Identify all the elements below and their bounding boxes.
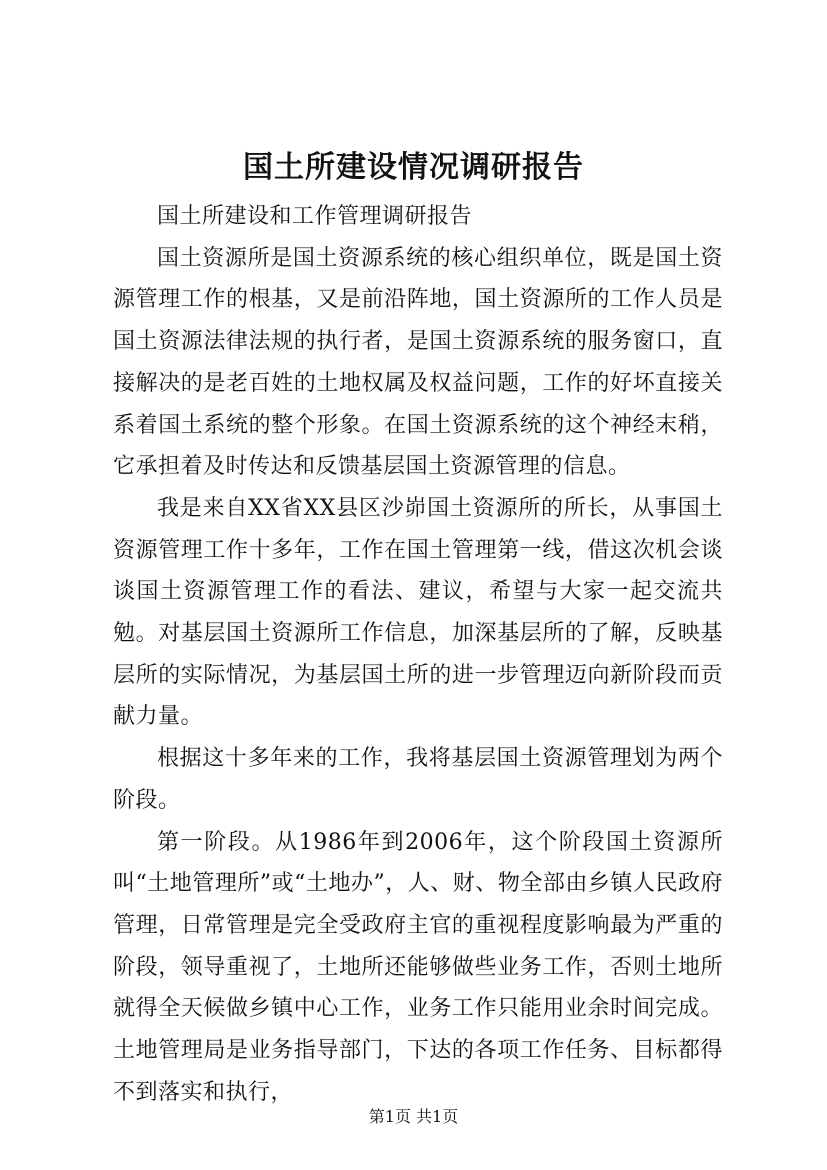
document-body (113, 196, 723, 1113)
body-paragraph: 第一阶段。从1986年到2006年，这个阶段国土资源所叫“土地管理所”或“土地办”，人、财、物全部由乡镇人民政府管理，日常管理是完全受政府主官的重视程度影响最为严重的阶段，领导重视了，土地所还能够做些业务工作，否则土地所就得全天候做乡镇中心工作，业务工作只能用业余时间完成。土地管理局是业务指导部门，下达的各项工作任务、目标都得不到落实和执行， (113, 829, 723, 1105)
body-paragraph: 我是来自XX省XX县区沙峁国土资源所的所长，从事国土资源管理工作十多年，工作在国土管理第一线，借这次机会谈谈国土资源管理工作的看法、建议，希望与大家一起交流共勉。对基层国土资源所工作信息，加深基层所的了解，反映基层所的实际情况，为基层国土所的进一步管理迈向新阶段而贡献力量。 (113, 495, 723, 730)
subtitle-paragraph: 国土所建设和工作管理调研报告 (157, 204, 473, 229)
page-footer: 第1页 共1页 (368, 1107, 459, 1126)
body-paragraph: 根据这十多年来的工作，我将基层国土资源管理划为两个阶段。 (113, 746, 723, 813)
document-title: 国土所建设情况调研报告 (243, 150, 584, 185)
body-paragraph: 国土资源所是国土资源系统的核心组织单位，既是国土资源管理工作的根基，又是前沿阵地，国土资源所的工作人员是国土资源法律法规的执行者，是国土资源系统的服务窗口，直接解决的是老百姓的土地权属及权益问题，工作的好坏直接关系着国土系统的整个形象。在国土资源系统的这个神经末稍，它承担着及时传达和反馈基层国土资源管理的信息。 (113, 245, 723, 480)
